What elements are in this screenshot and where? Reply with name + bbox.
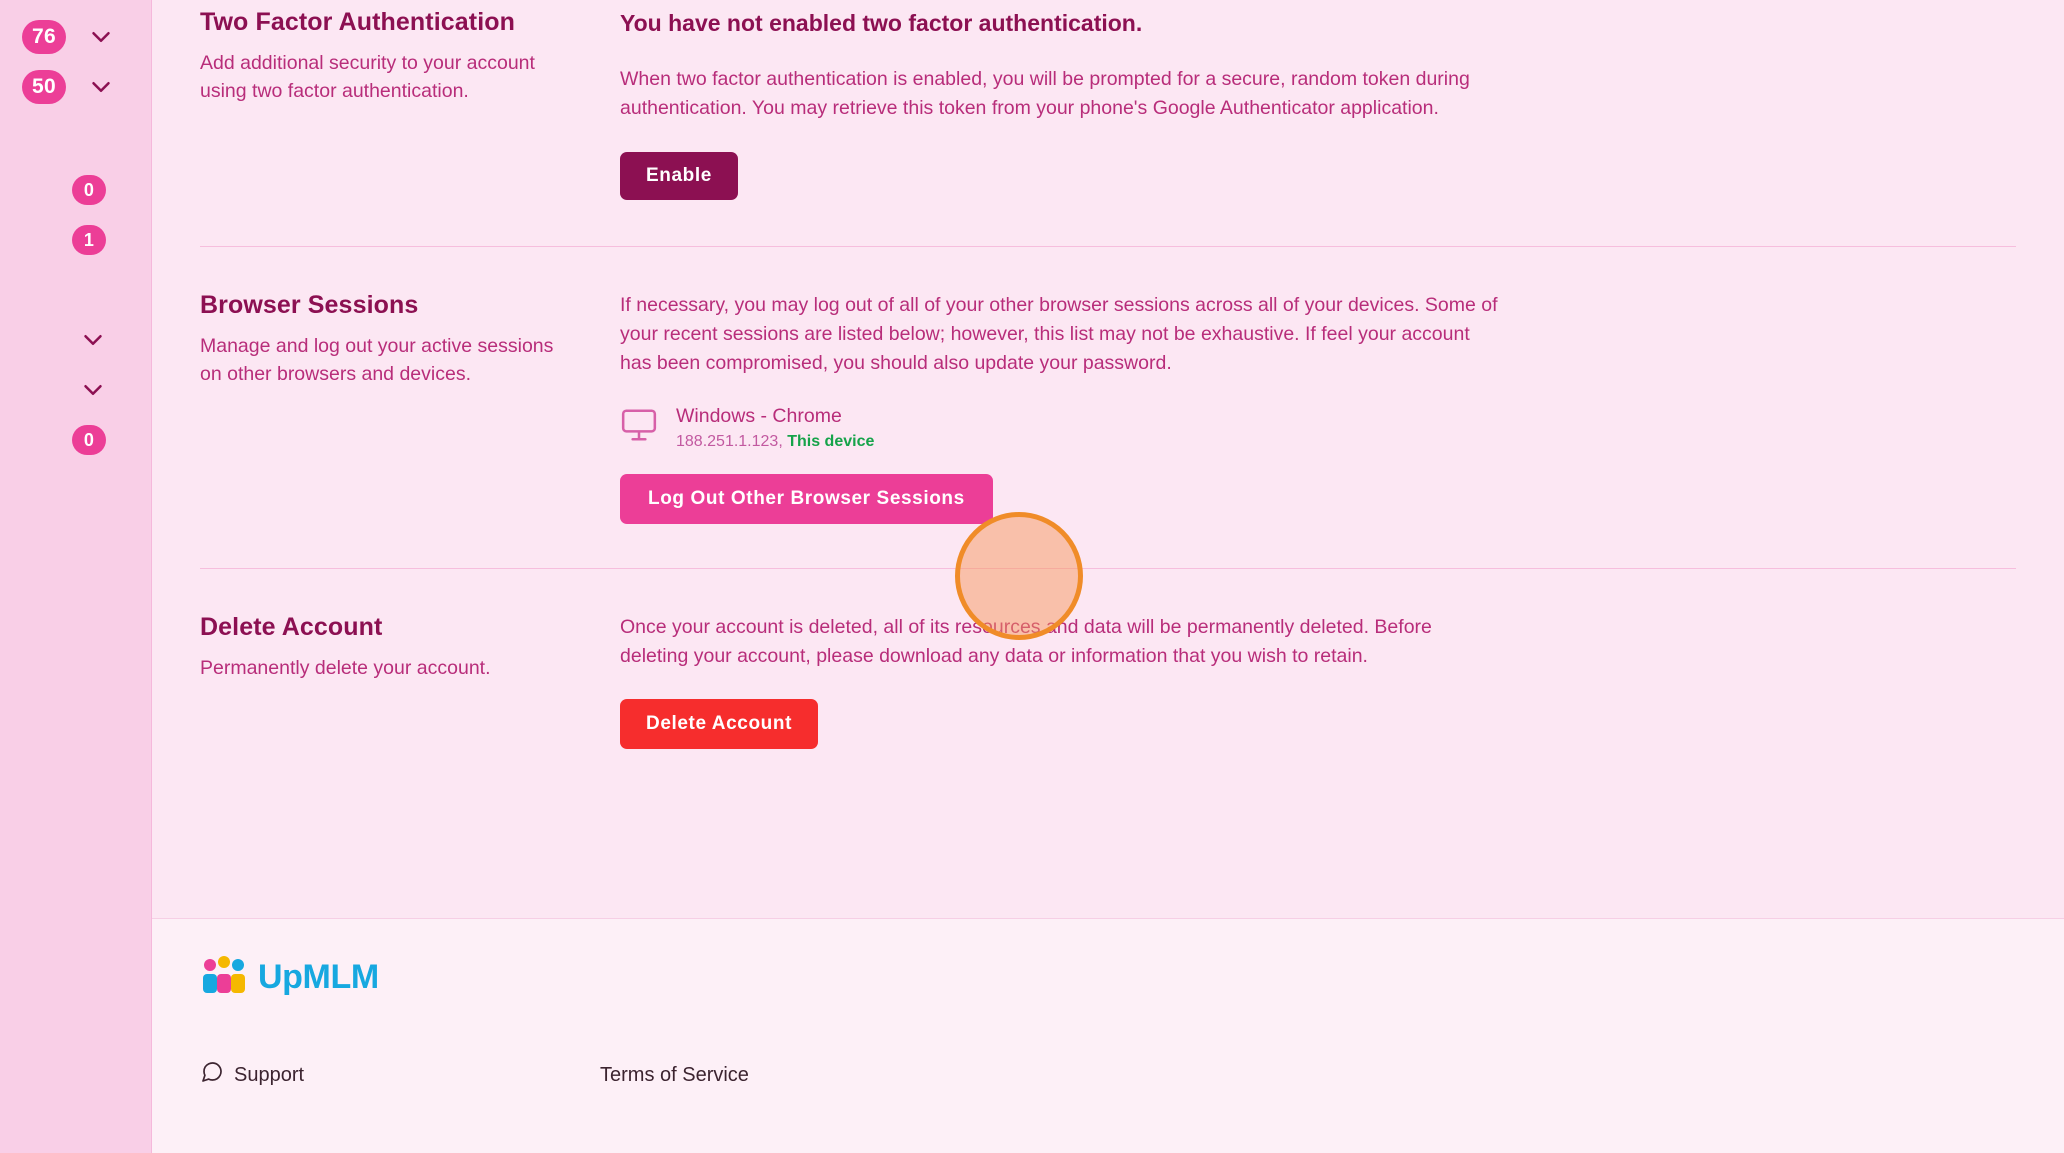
upmlm-logo-icon: [200, 955, 248, 1000]
enable-two-factor-button[interactable]: Enable: [620, 152, 738, 200]
two-factor-status: You have not enabled two factor authentication.: [620, 10, 1143, 36]
delete-account-title: Delete Account: [200, 612, 383, 641]
footer: [152, 918, 2064, 1153]
sidebar-badge-50: 50: [22, 70, 66, 104]
sidebar-item-3[interactable]: [0, 223, 151, 257]
delete-account-button[interactable]: Delete Account: [620, 699, 818, 749]
chevron-down-icon[interactable]: [78, 325, 108, 355]
chevron-down-icon[interactable]: [78, 375, 108, 405]
browser-sessions-right: [620, 291, 1500, 524]
sidebar-item-2[interactable]: [0, 173, 151, 207]
delete-account-right: [620, 613, 1500, 750]
delete-account-left: [200, 613, 620, 750]
session-device: Windows - Chrome: [676, 405, 842, 428]
browser-sessions-body: If necessary, you may log out of all of your other browser sessions across all of your devices. Some of your recent sessions are listed below; however, this list may not be exhaustive. If feel your account has been compromised, you should also update your password.: [620, 293, 1498, 375]
sidebar-item-6[interactable]: [0, 423, 151, 457]
browser-sessions-title: Browser Sessions: [200, 290, 419, 319]
sidebar-badge-zero-a: 0: [72, 175, 106, 205]
session-meta: [676, 404, 874, 451]
sidebar-badge-zero-b: 0: [72, 425, 106, 455]
section-two-factor: [152, 0, 2064, 200]
delete-account-description: Permanently delete your account.: [200, 656, 491, 679]
log-out-other-browser-sessions-button[interactable]: Log Out Other Browser Sessions: [620, 474, 993, 524]
chat-bubble-icon: [200, 1060, 224, 1090]
sidebar-item-4[interactable]: [0, 323, 151, 357]
delete-account-body: Once your account is deleted, all of its resources and data will be permanently deleted. Before deleting your account, please download any data or information that you wish to retain.: [620, 615, 1432, 667]
two-factor-left: [200, 8, 620, 200]
session-ip: 188.251.1.123,: [676, 432, 783, 450]
session-list-item: [620, 404, 1500, 451]
sidebar-badge-one: 1: [72, 225, 106, 255]
sidebar-item-1[interactable]: [0, 70, 151, 104]
sidebar-item-0[interactable]: [0, 20, 151, 54]
chevron-down-icon[interactable]: [86, 22, 116, 52]
footer-link-support[interactable]: [200, 1060, 600, 1090]
chevron-down-icon[interactable]: [86, 72, 116, 102]
two-factor-body: When two factor authentication is enabled, you will be prompted for a secure, random token during authentication. You may retrieve this token from your phone's Google Authenticator application.: [620, 68, 1470, 120]
session-this-device: This device: [787, 432, 875, 450]
two-factor-right: [620, 8, 1500, 200]
sidebar-badge-76: 76: [22, 20, 66, 54]
footer-brand-label: UpMLM: [258, 958, 379, 996]
section-browser-sessions: [152, 247, 2064, 524]
browser-sessions-left: [200, 291, 620, 524]
section-delete-account: [152, 569, 2064, 750]
footer-link-support-label: Support: [234, 1063, 305, 1086]
sidebar: [0, 0, 152, 1153]
footer-brand[interactable]: [152, 919, 2064, 1000]
footer-link-terms-label: Terms of Service: [600, 1063, 749, 1086]
footer-link-terms[interactable]: [600, 1064, 749, 1087]
session-ip-row: [676, 432, 874, 452]
two-factor-title: Two Factor Authentication: [200, 8, 515, 36]
two-factor-description: Add additional security to your account using two factor authentication.: [200, 52, 535, 103]
browser-sessions-description: Manage and log out your active sessions on other browsers and devices.: [200, 334, 554, 385]
footer-links: [152, 1000, 2064, 1090]
sidebar-item-5[interactable]: [0, 373, 151, 407]
desktop-computer-icon: [620, 406, 658, 449]
